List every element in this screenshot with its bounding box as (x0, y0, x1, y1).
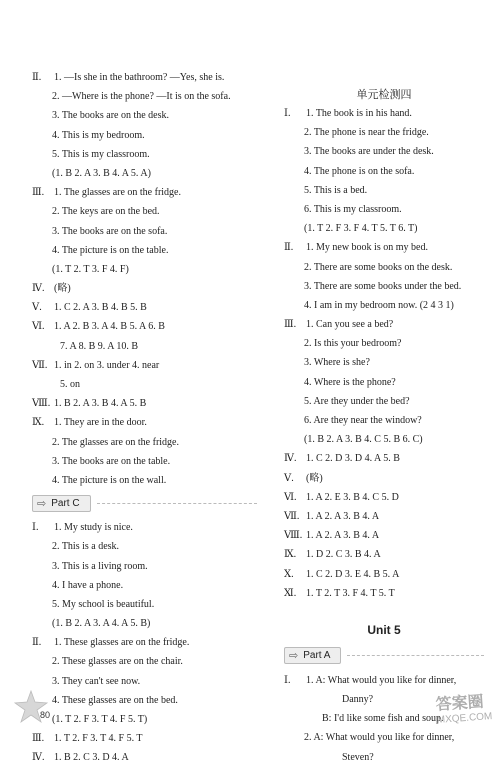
answer-line: 4. The picture is on the table. (52, 244, 169, 256)
answer-line: 3. They can't see now. (52, 675, 141, 687)
answer-line: Ⅴ. (略) (284, 472, 323, 484)
part-tab (284, 647, 341, 664)
answer-key-line: (1. B 2. A 3. B 4. C 5. B 6. C) (304, 434, 423, 446)
answer-line: 6. Are they near the window? (304, 415, 422, 426)
answer-line: 3. The books are on the sofa. (52, 225, 168, 237)
answer-line: Ⅺ. 1. T 2. T 3. F 4. T 5. T (284, 587, 395, 599)
answer-line: 2. These glasses are on the chair. (52, 656, 183, 668)
answer-key-line: (1. B 2. A 3. A 4. A 5. B) (52, 618, 151, 630)
answer-line: 4. I have a phone. (52, 579, 124, 591)
answer-line: 4. The phone is on the sofa. (304, 165, 415, 177)
watermark-logo: 答案圈 MXQE.COM (435, 693, 494, 726)
part-a-banner (284, 647, 484, 665)
dashed-divider (97, 503, 257, 504)
page-number: 80 (40, 710, 51, 720)
answer-key-line: (1. T 2. T 3. F 4. F) (52, 263, 129, 275)
right-column (284, 86, 484, 767)
answer-line: Ⅶ. 1. A 2. A 3. B 4. A (284, 510, 380, 522)
answer-key-line: (1. T 2. F 3. F 4. T 5. T 6. T) (304, 223, 418, 235)
answer-line: Ⅳ. 1. B 2. C 3. D 4. A (32, 752, 129, 764)
answer-line: 3. The books are under the desk. (304, 146, 434, 158)
answer-line: Steven? (342, 751, 374, 763)
answer-line: Danny? (342, 694, 374, 706)
answer-line: 2. —Where is the phone? —It is on the sofa. (52, 91, 231, 103)
answer-line: 5. This is a bed. (304, 184, 368, 196)
unit-title: Unit 5 (367, 622, 401, 637)
answer-line: 3. Where is she? (304, 357, 370, 369)
answer-line: 3. The books are on the desk. (52, 110, 170, 122)
answer-key-line: (1. B 2. A 3. B 4. A 5. A) (52, 167, 151, 179)
part-tab (32, 495, 91, 512)
answer-line: Ⅱ. 1. These glasses are on the fridge. (32, 637, 190, 649)
answer-key-line: (1. T 2. F 3. T 4. F 5. T) (52, 714, 148, 725)
answer-line: 5. on (60, 379, 80, 390)
answer-line: 2. There are some books on the desk. (304, 261, 453, 273)
answer-line: B: I'd like some fish and soup. (322, 713, 444, 725)
answer-line: 2. The phone is near the fridge. (304, 127, 429, 139)
answer-line: 4. These glasses are on the bed. (52, 694, 178, 706)
answer-line: 4. Where is the phone? (304, 376, 396, 388)
answer-line: 2. Is this your bedroom? (304, 338, 402, 350)
answer-line: 5. This is my classroom. (52, 148, 150, 160)
answer-line: Ⅷ. 1. A 2. A 3. B 4. A (284, 530, 380, 542)
answer-line: 6. This is my classroom. (304, 203, 402, 215)
answer-line: Ⅵ. 1. A 2. E 3. B 4. C 5. D (284, 491, 399, 503)
answer-line: Ⅰ. 1. My study is nice. (32, 522, 133, 534)
answer-line: 4. This is my bedroom. (52, 129, 145, 141)
dashed-divider (347, 655, 484, 656)
answer-line: Ⅶ. 1. in 2. on 3. under 4. near (32, 359, 160, 371)
answer-line: 3. There are some books under the bed. (304, 280, 462, 292)
answer-line: 2. The keys are on the bed. (52, 206, 160, 218)
answer-line: Ⅲ. 1. Can you see a bed? (284, 319, 394, 331)
answer-line: 2. The glasses are on the fridge. (52, 436, 179, 448)
arrow-right-icon: ⇨ (289, 650, 299, 663)
answer-line: 3. This is a living room. (52, 560, 148, 572)
answer-line: 5. Are they under the bed? (304, 395, 410, 407)
answer-line: Ⅸ. 1. D 2. C 3. B 4. A (284, 549, 381, 561)
answer-line: 5. My school is beautiful. (52, 598, 155, 610)
answer-line: 4. The picture is on the wall. (52, 474, 167, 486)
answer-line: Ⅷ. 1. B 2. A 3. B 4. A 5. B (32, 398, 147, 410)
answer-line: Ⅸ. 1. They are in the door. (32, 417, 147, 429)
answer-line: Ⅱ. 1. —Is she in the bathroom? —Yes, she is. (32, 72, 225, 83)
part-c-banner (32, 494, 257, 512)
answer-line: Ⅹ. 1. C 2. D 3. E 4. B 5. A (284, 568, 400, 580)
left-column (32, 68, 257, 768)
answer-line: 7. A 8. B 9. A 10. B (60, 340, 139, 352)
unit-test-title: 单元检测四 (356, 89, 412, 101)
answer-line: Ⅵ. 1. A 2. B 3. A 4. B 5. A 6. B (32, 321, 165, 333)
part-label: Part A (303, 650, 331, 662)
answer-line: Ⅳ. (略) (32, 283, 71, 295)
answer-line: 4. I am in my bedroom now. (2 4 3 1) (304, 299, 454, 311)
answer-line: 2. A: What would you like for dinner, (304, 732, 455, 744)
answer-line: Ⅲ. 1. T 2. F 3. T 4. F 5. T (32, 733, 143, 745)
part-label: Part C (51, 497, 80, 509)
answer-line: Ⅲ. 1. The glasses are on the fridge. (32, 187, 181, 199)
answer-line: 3. The books are on the table. (52, 455, 171, 467)
answer-line: 2. This is a desk. (52, 541, 120, 553)
arrow-right-icon: ⇨ (37, 497, 47, 510)
answer-line: Ⅳ. 1. C 2. D 3. D 4. A 5. B (284, 453, 400, 465)
answer-line: Ⅰ. 1. The book is in his hand. (284, 108, 412, 119)
answer-line: Ⅱ. 1. My new book is on my bed. (284, 242, 428, 254)
answer-line: Ⅴ. 1. C 2. A 3. B 4. B 5. B (32, 302, 147, 314)
answer-line: Ⅰ. 1. A: What would you like for dinner, (284, 674, 457, 686)
